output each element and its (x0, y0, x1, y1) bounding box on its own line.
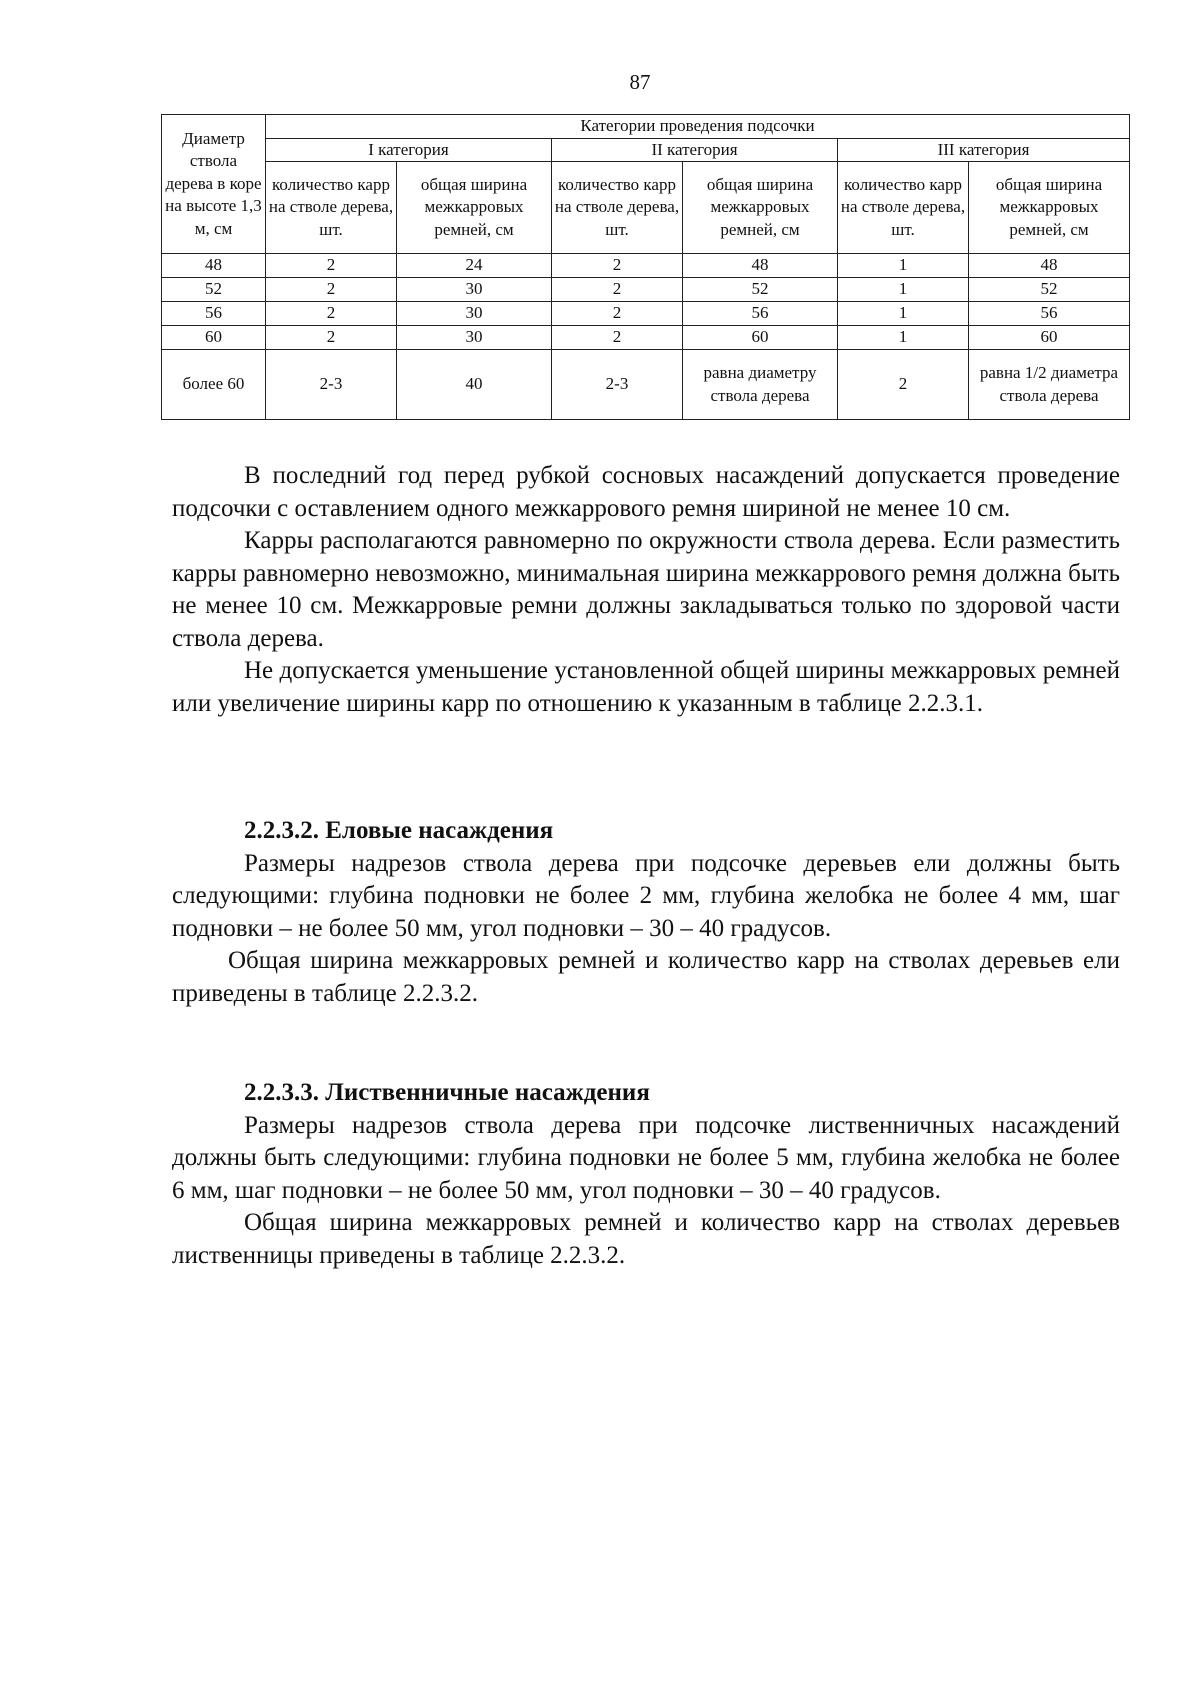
cell-value: 2 (838, 350, 969, 420)
subheader-width-3: общая ширина межкарровых ремней, см (969, 162, 1130, 254)
table-row (162, 278, 1130, 302)
table-row (162, 302, 1130, 326)
cell-value: 40 (397, 350, 552, 420)
cell-diameter: 56 (162, 302, 266, 326)
subheader-count-2: количество карр на стволе дерева, шт. (552, 162, 683, 254)
cell-value: 2 (266, 326, 397, 350)
cell-diameter: 60 (162, 326, 266, 350)
cell-value: 48 (683, 254, 838, 278)
paragraph: Не допускается уменьшение установленной общей ширины межкарровых ремней или увеличение ширины карр по отношению к указанным в таблице 2.2.3.1. (172, 657, 1120, 717)
cutting-category-table (161, 114, 1130, 420)
section-heading: 2.2.3.2. Еловые насаждения (244, 817, 554, 844)
cell-value: 2 (552, 326, 683, 350)
table-row (162, 326, 1130, 350)
cell-value: 2 (552, 278, 683, 302)
cell-value: 2-3 (552, 350, 683, 420)
cell-value: 24 (397, 254, 552, 278)
paragraph: Общая ширина межкарровых ремней и количество карр на стволах деревьев ели приведены в таблице 2.2.3.2. (172, 947, 1120, 1007)
subheader-count-3: количество карр на стволе дерева, шт. (838, 162, 969, 254)
cell-diameter: более 60 (162, 350, 266, 420)
page-number: 87 (629, 70, 651, 94)
header-category-2: II категория (552, 138, 838, 162)
cell-value: равна 1/2 диаметра ствола дерева (969, 350, 1130, 420)
section-larch (172, 1077, 1120, 1272)
header-category-1: I категория (266, 138, 552, 162)
cell-value: 2 (266, 278, 397, 302)
cell-value: 30 (397, 278, 552, 302)
cell-value: 1 (838, 326, 969, 350)
cell-value: 1 (838, 278, 969, 302)
cell-value: 60 (969, 326, 1130, 350)
cell-value: 2 (552, 254, 683, 278)
section-spruce (172, 815, 1120, 1010)
cell-value: 2 (266, 254, 397, 278)
paragraph: Размеры надрезов ствола дерева при подсочке лиственничных насаждений должны быть следующими: глубина подновки не более 5 мм, глубина желобка не более 6 мм, шаг подновки – не более 50 мм, угол подновки – 30 – 40 градусов. (172, 1111, 1120, 1204)
subheader-width-2: общая ширина межкарровых ремней, см (683, 162, 838, 254)
table-row (162, 350, 1130, 420)
cell-value: 2-3 (266, 350, 397, 420)
cell-diameter: 48 (162, 254, 266, 278)
header-diameter: Диаметр ствола дерева в коре на высоте 1,3 м, см (162, 115, 266, 254)
subheader-count-1: количество карр на стволе дерева, шт. (266, 162, 397, 254)
cell-value: 1 (838, 302, 969, 326)
cell-value: 52 (969, 278, 1130, 302)
table-row (162, 254, 1130, 278)
cell-value: 30 (397, 302, 552, 326)
header-categories-group: Категории проведения подсочки (266, 115, 1130, 139)
cell-value: 30 (397, 326, 552, 350)
subheader-width-1: общая ширина межкарровых ремней, см (397, 162, 552, 254)
body-text-pine (172, 460, 1120, 720)
cell-value: 56 (969, 302, 1130, 326)
paragraph: Размеры надрезов ствола дерева при подсочке деревьев ели должны быть следующими: глубина подновки не более 2 мм, глубина желобка не более 4 мм, шаг подновки – не более 50 мм, угол подновки – 30 – 40 градусов. (172, 849, 1120, 942)
paragraph: Общая ширина межкарровых ремней и количество карр на стволах деревьев лиственницы приведены в таблице 2.2.3.2. (172, 1209, 1120, 1269)
cell-value: 2 (266, 302, 397, 326)
cell-diameter: 52 (162, 278, 266, 302)
cell-value: 56 (683, 302, 838, 326)
cell-value: 2 (552, 302, 683, 326)
cell-value: 1 (838, 254, 969, 278)
header-category-3: III категория (838, 138, 1130, 162)
cell-value: 48 (969, 254, 1130, 278)
cell-value: равна диаметру ствола дерева (683, 350, 838, 420)
cell-value: 52 (683, 278, 838, 302)
cell-value: 60 (683, 326, 838, 350)
section-heading: 2.2.3.3. Лиственничные насаждения (244, 1079, 650, 1106)
paragraph: Карры располагаются равномерно по окружности ствола дерева. Если разместить карры равномерно невозможно, минимальная ширина межкаррового ремня должна быть не менее 10 см. Межкарровые ремни должны закладываться только по здоровой части ствола дерева. (172, 527, 1120, 652)
paragraph: В последний год перед рубкой сосновых насаждений допускается проведение подсочки с оставлением одного межкаррового ремня шириной не менее 10 см. (172, 462, 1120, 522)
